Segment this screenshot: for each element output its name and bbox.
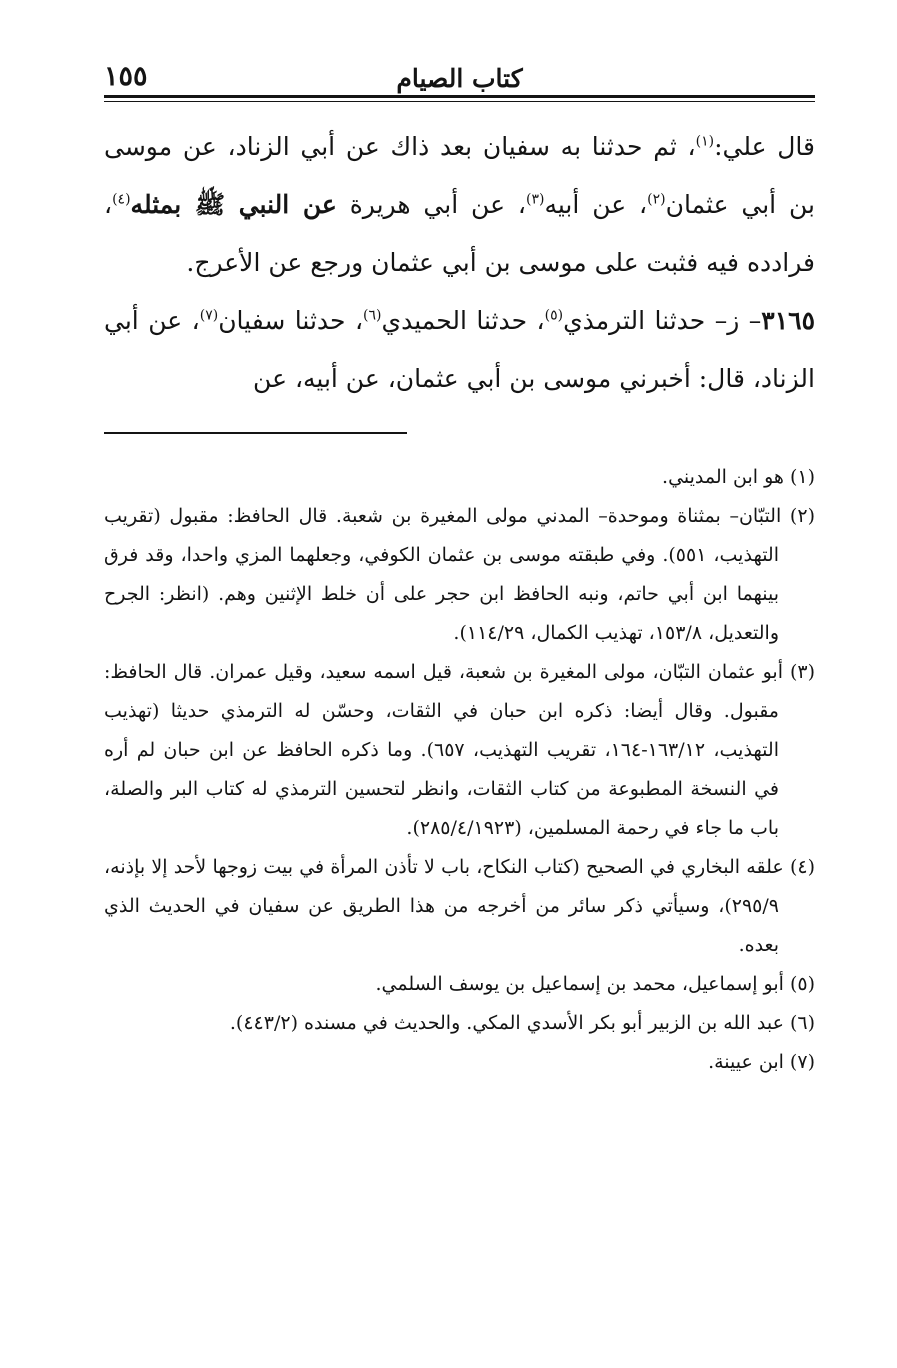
text-run: ، فرادده فيه فثبت على موسى بن أبي عثمان ورجع عن الأعرج. (104, 190, 815, 277)
footnote-6: (٦) عبد الله بن الزبير أبو بكر الأسدي المكي. والحديث في مسنده (٤٤٣/٢). (229, 1012, 815, 1034)
footnote-ref-2[interactable]: (٢) (647, 191, 666, 208)
header-rule-thick (104, 95, 815, 98)
footnote-separator (104, 432, 407, 434)
text-run: ، عن أبي الزناد، قال: أخبرني موسى بن أبي عثمان، عن أبيه، عن (104, 306, 815, 393)
paragraph-1 (104, 118, 815, 292)
footnote-ref-7[interactable]: (٧) (199, 307, 219, 324)
text-run: – ز– حدثنا الترمذي (563, 306, 762, 335)
hadith-number: ٣١٦٥ (761, 306, 816, 335)
footnote-1: (١) هو ابن المديني. (662, 466, 815, 488)
text-run: ، عن أبي هريرة (336, 190, 526, 219)
footnote-2: (٢) التبّان– بمثناة وموحدة– المدني مولى المغيرة بن شعبة. قال الحافظ: مقبول (تقريب التهذيب، ٥٥١). وفي طبقته موسى بن عثمان الكوفي، وجعلهما المزي واحدا، وقد فرق بينهما ابن أبي حاتم، ونبه الحافظ ابن حجر على أن خلط الإثنين وهم. (انظر: الجرح والتعديل، ١٥٣/٨، تهذيب الكمال، ١١٤/٢٩). (104, 505, 815, 644)
footnote-ref-4[interactable]: (٤) (112, 191, 131, 208)
footnote-ref-3[interactable]: (٣) (525, 191, 545, 208)
text-run: ، عن أبيه (544, 190, 648, 219)
footnote-4: (٤) علقه البخاري في الصحيح (كتاب النكاح، باب لا تأذن المرأة في بيت زوجها لأحد إلا بإذنه، ٢٩٥/٩)، وسيأتي ذكر سائر من أخرجه من هذا الطريق عن سفيان في الحديث الذي بعده. (104, 856, 815, 956)
page-header (104, 56, 815, 96)
text-run: ، حدثنا سفيان (218, 306, 364, 335)
running-title: كتاب الصيام (396, 64, 523, 93)
footnote-3: (٣) أبو عثمان التبّان، مولى المغيرة بن شعبة، قيل اسمه سعيد، وقيل عمران. قال الحافظ: مقبول. وقال أيضا: ذكره ابن حبان في الثقات، وحسّن له الترمذي حديثا (تهذيب التهذيب، ١٦٣/١٢-١٦٤، تقريب التهذيب، ٦٥٧). وما ذكره الحافظ عن ابن حبان لم أره في النسخة المطبوعة من كتاب الثقات، وانظر لتحسين الترمذي له كتاب البر والصلة، باب ما جاء في رحمة المسلمين، (٢٨٥/٤/١٩٢٣). (104, 661, 815, 839)
paragraph-2 (104, 292, 815, 408)
text-run: ، ثم حدثنا به سفيان بعد ذاك عن أبي الزناد، عن موسى بن أبي عثمان (104, 132, 816, 219)
footnote-5: (٥) أبو إسماعيل، محمد بن إسماعيل بن يوسف السلمي. (375, 973, 815, 995)
footnote-7: (٧) ابن عيينة. (708, 1051, 815, 1073)
text-run: ، حدثنا الحميدي (381, 306, 545, 335)
text-run: قال علي: (714, 132, 815, 161)
bold-phrase: عن النبي ﷺ بمثله (130, 190, 337, 219)
main-text (104, 118, 815, 408)
page-number: ١٥٥ (104, 61, 148, 92)
footnote-ref-1[interactable]: (١) (695, 133, 715, 150)
footnote-ref-5[interactable]: (٥) (544, 307, 564, 324)
footnote-ref-6[interactable]: (٦) (363, 307, 382, 324)
footnotes (104, 458, 815, 1082)
header-rule-thin (104, 101, 815, 102)
